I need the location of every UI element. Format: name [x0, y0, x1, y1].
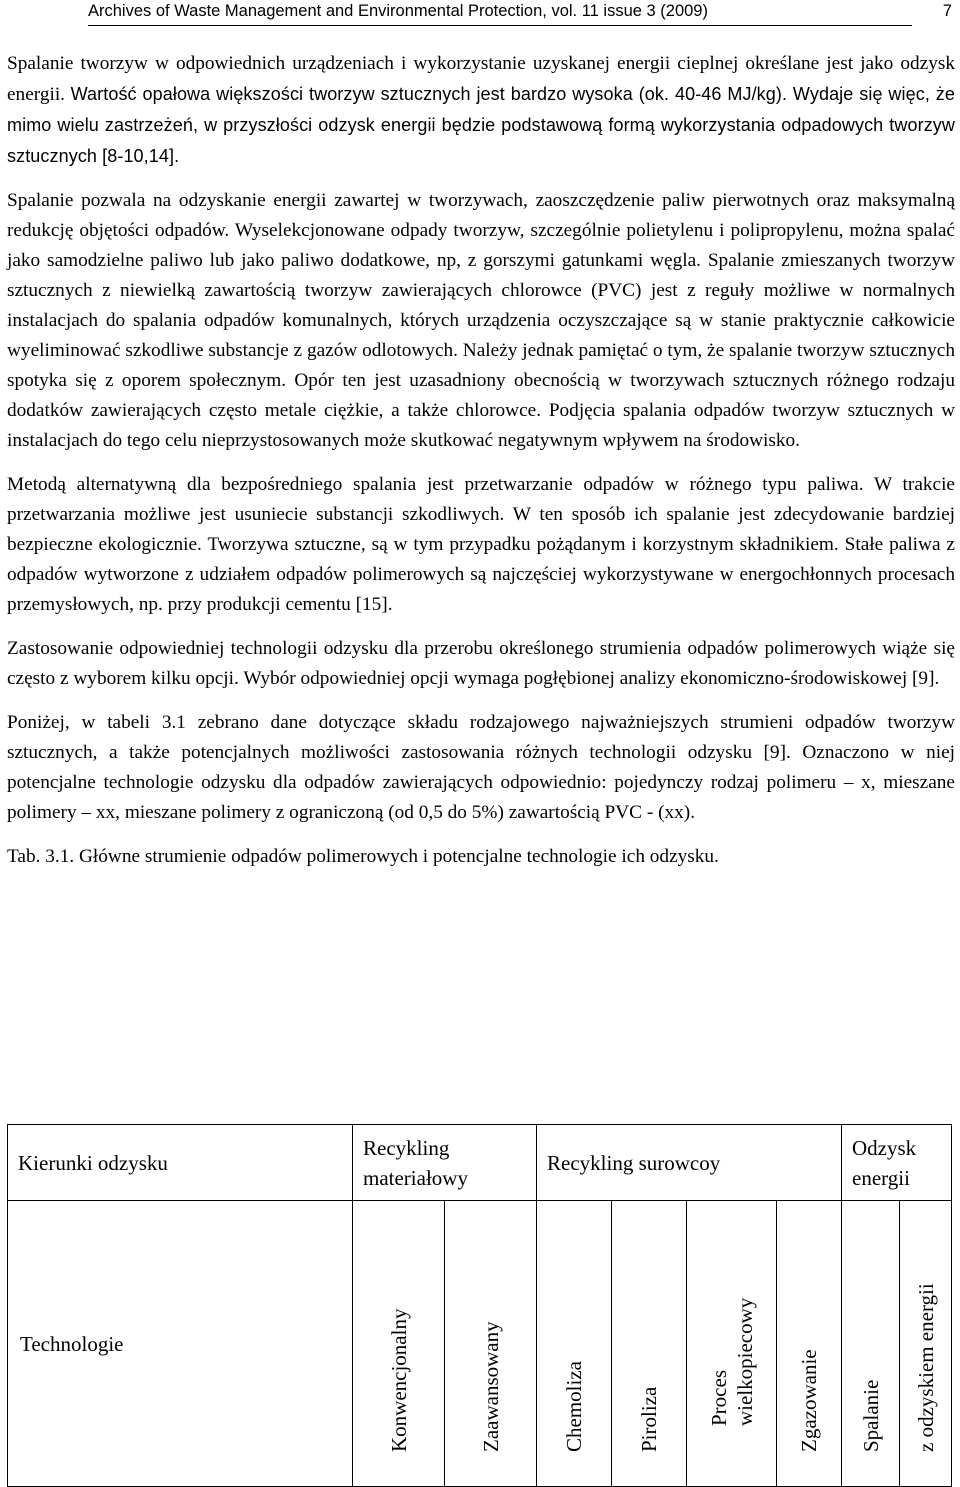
- paragraph-2: Spalanie pozwala na odzyskanie energii zawartej w tworzywach, zaoszczędzenie paliw pierwotnych oraz maksymalną redukcję objętości odpadów. Wyselekcjonowane odpady tworzyw, szczególnie polietylenu i polipropylenu, można spalać jako samodzielne paliwo lub jako paliwo dodatkowe, np, z gorszymi gatunkami węgla. Spalanie zmieszanych tworzyw sztucznych z niewielką zawartością tworzyw zawierających chlorowce (PVC) jest z reguły możliwe w normalnych instalacjach do spalania odpadów komunalnych, których urządzenia oczyszczające są w stanie praktycznie całkowicie wyeliminować szkodliwe substancje z gazów odlotowych. Należy jednak pamiętać o tym, że spalanie tworzyw sztucznych spotyka się z oporem społecznym. Opór ten jest uzasadniony obecnością w tworzywach sztucznych różnego rodzaju dodatków zawierających często metale ciężkie, a także chlorowce. Podjęcia spalania odpadów tworzyw sztucznych w instalacjach do tego celu nieprzystosowanych może skutkować negatywnym wpływem na środowisko.: [7, 190, 955, 451]
- label-proces-wielkopiecowy: Proces wielkopiecowy: [706, 1297, 757, 1426]
- page-number: 7: [942, 2, 952, 20]
- label-zgazowanie: Zgazowanie: [797, 1349, 821, 1452]
- cell-piroliza: [612, 1201, 687, 1487]
- journal-title: Archives of Waste Management and Environmental Protection, vol. 11 issue 3 (2009): [88, 2, 708, 20]
- cell-z-odzyskiem-energii: [900, 1201, 952, 1487]
- cell-zgazowanie: [777, 1201, 842, 1487]
- cell-chemoliza: [537, 1201, 612, 1487]
- label-spalanie: Spalanie: [858, 1379, 883, 1452]
- label-chemoliza: Chemoliza: [562, 1361, 586, 1452]
- label-konwencjonalny: Konwencjonalny: [386, 1308, 411, 1452]
- table-caption: Tab. 3.1. Główne strumienie odpadów polimerowych i potencjalne technologie ich odzysku.: [7, 846, 719, 867]
- cell-odzysk-energii: Odzysk energii: [842, 1125, 952, 1201]
- paragraph-4: Zastosowanie odpowiedniej technologii odzysku dla przerobu określonego strumienia odpadów polimerowych wiąże się często z wyborem kilku opcji. Wybór odpowiedniej opcji wymaga pogłębionej analizy ekonomiczno-środowiskowej [9].: [7, 638, 955, 689]
- paragraph-1-serif: Spalanie tworzyw w odpowiednich urządzeniach i wykorzystanie uzyskanej energii cieplnej określane jest jako odzysk energii.: [7, 53, 955, 105]
- label-piroliza: Piroliza: [637, 1386, 661, 1452]
- paragraph-5: Poniżej, w tabeli 3.1 zebrano dane dotyczące składu rodzajowego najważniejszych strumieni odpadów tworzyw sztucznych, a także potencjalnych możliwości zastosowania różnych technologii odzysku [9]. Oznaczono w niej potencjalne technologie odzysku dla odpadów zawierających odpowiednio: pojedynczy rodzaj polimeru – x, mieszane polimery – xx, mieszane polimery z ograniczoną (od 0,5 do 5%) zawartością PVC - (xx).: [7, 712, 955, 823]
- cell-spalanie: [842, 1201, 900, 1487]
- table-header-row: [8, 1125, 952, 1201]
- cell-proces-wielkopiecowy: [687, 1201, 777, 1487]
- body-text: [7, 49, 955, 872]
- cell-konwencjonalny: [353, 1201, 445, 1487]
- cell-technologie: Technologie: [8, 1201, 353, 1487]
- paragraph-1: [7, 49, 955, 172]
- label-zaawansowany: Zaawansowany: [478, 1321, 503, 1452]
- cell-recykling-materialowy: Recykling materiałowy: [353, 1125, 537, 1201]
- paragraph-3: Metodą alternatywną dla bezpośredniego spalania jest przetwarzanie odpadów w różnego typu paliwa. W trakcie przetwarzania możliwe jest usuniecie substancji szkodliwych. W ten sposób ich spalanie jest zdecydowanie bardziej bezpieczne ekologicznie. Tworzywa sztuczne, są w tym przypadku pożądanym i korzystnym składnikiem. Stałe paliwa z odpadów wytworzone z udziałem odpadów polimerowych są najczęściej wykorzystywane w energochłonnych procesach przemysłowych, np. przy produkcji cementu [15].: [7, 474, 955, 615]
- cell-recykling-surowcowy: Recykling surowcoy: [537, 1125, 842, 1201]
- cell-zaawansowany: [445, 1201, 537, 1487]
- running-header: [0, 0, 960, 24]
- header-rule: [88, 25, 912, 26]
- label-z-odzyskiem-energii: z odzyskiem energii: [913, 1283, 938, 1452]
- table-technology-row: [8, 1201, 952, 1487]
- cell-kierunki-odzysku: Kierunki odzysku: [8, 1125, 353, 1201]
- recovery-table: [7, 1124, 952, 1487]
- paragraph-1-sans: Wartość opałowa większości tworzyw sztucznych jest bardzo wysoka (ok. 40-46 MJ/kg). Wydaje się więc, że mimo wielu zastrzeżeń, w przyszłości odzysk energii będzie podstawową formą wykorzystania odpadowych tworzyw sztucznych [8-10,14].: [7, 84, 956, 166]
